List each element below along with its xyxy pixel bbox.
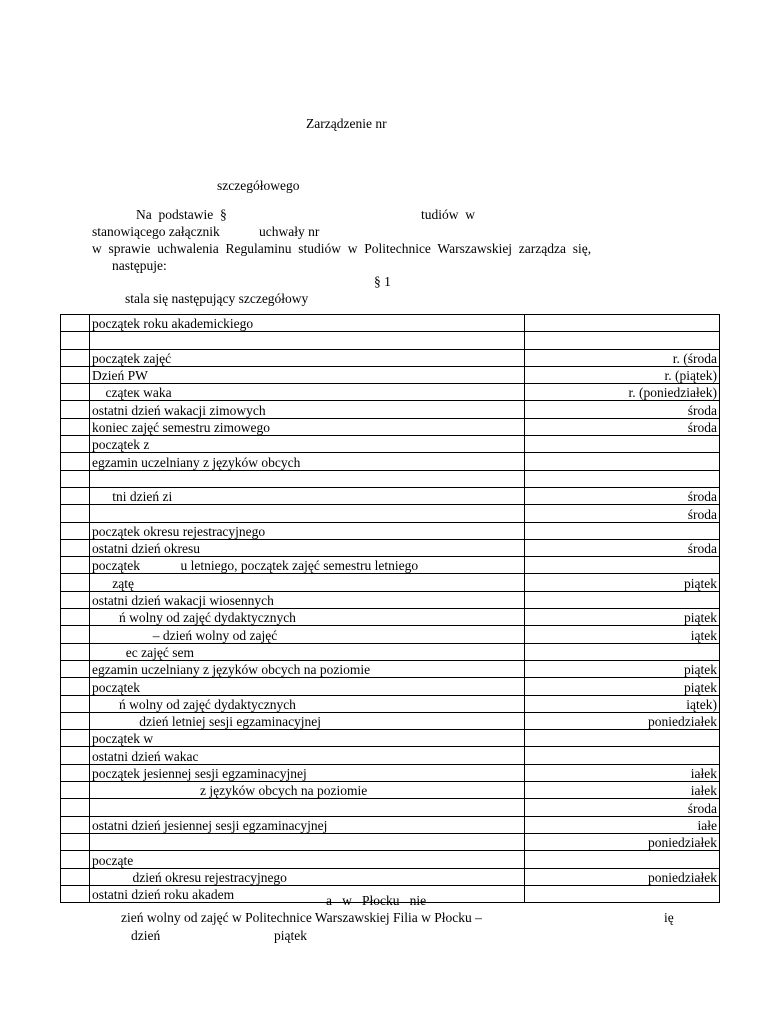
- table-row: [61, 609, 720, 626]
- table-row: [61, 851, 720, 868]
- row-label-cell: początek jesiennej sesji egzaminacyjnej: [90, 764, 525, 781]
- row-value-cell: środa: [525, 799, 720, 816]
- paragraph-line: Na podstawie §: [136, 207, 227, 222]
- row-index-cell: [61, 833, 90, 850]
- table-row: [61, 384, 720, 401]
- row-label-cell: koniec zajęć semestru zimowego: [90, 418, 525, 435]
- row-index-cell: [61, 851, 90, 868]
- row-index-cell: [61, 522, 90, 539]
- row-label-cell: [90, 799, 525, 816]
- footer-line: piątek: [274, 928, 307, 943]
- row-label-cell: ostatni dzień okresu: [90, 539, 525, 556]
- row-value-cell: [525, 332, 720, 349]
- row-label-cell: – dzień wolny od zajęć: [90, 626, 525, 643]
- row-label-cell: początek zajęć: [90, 349, 525, 366]
- table-row: [61, 487, 720, 504]
- table-row: [61, 712, 720, 729]
- row-value-cell: iałe: [525, 816, 720, 833]
- row-value-cell: poniedziałek: [525, 868, 720, 885]
- row-index-cell: [61, 591, 90, 608]
- paragraph-line: stanowiącego załącznik: [92, 224, 220, 239]
- row-value-cell: środa: [525, 487, 720, 504]
- row-label-cell: cząteк waka: [90, 384, 525, 401]
- table-row: [61, 332, 720, 349]
- row-label-cell: ostatni dzień jesiennej sesji egzaminacyjnej: [90, 816, 525, 833]
- row-index-cell: [61, 678, 90, 695]
- row-index-cell: [61, 816, 90, 833]
- row-value-cell: poniedziałek: [525, 833, 720, 850]
- row-label-cell: [90, 470, 525, 487]
- footer-line: zień wolny od zajęć w Politechnice Warszawskiej Filia w Płocku –: [121, 910, 482, 925]
- row-value-cell: [525, 453, 720, 470]
- row-value-cell: iątek: [525, 626, 720, 643]
- row-index-cell: [61, 643, 90, 660]
- row-value-cell: iątek): [525, 695, 720, 712]
- table-row: [61, 643, 720, 660]
- row-label-cell: początek z: [90, 436, 525, 453]
- table-row: [61, 764, 720, 781]
- row-label-cell: ń wolny od zajęć dydaktycznych: [90, 609, 525, 626]
- row-label-cell: ec zajęć sem: [90, 643, 525, 660]
- table-row: [61, 470, 720, 487]
- row-index-cell: [61, 436, 90, 453]
- row-label-cell: początek: [90, 678, 525, 695]
- row-index-cell: [61, 453, 90, 470]
- row-label-cell: dzień letniej sesji egzaminacyjnej: [90, 712, 525, 729]
- table-row: [61, 574, 720, 591]
- row-index-cell: [61, 609, 90, 626]
- row-value-cell: [525, 730, 720, 747]
- table-row: [61, 418, 720, 435]
- table-row: [61, 799, 720, 816]
- table-row: [61, 539, 720, 556]
- table-row: [61, 436, 720, 453]
- row-label-cell: egzamin uczelniany z języków obcych: [90, 453, 525, 470]
- row-index-cell: [61, 539, 90, 556]
- row-index-cell: [61, 730, 90, 747]
- table-row: [61, 782, 720, 799]
- table-row: [61, 730, 720, 747]
- row-index-cell: [61, 384, 90, 401]
- row-index-cell: [61, 401, 90, 418]
- row-value-cell: [525, 315, 720, 332]
- table-row: [61, 522, 720, 539]
- row-value-cell: [525, 591, 720, 608]
- row-index-cell: [61, 712, 90, 729]
- table-row: [61, 366, 720, 383]
- table-row: [61, 453, 720, 470]
- table-row: [61, 505, 720, 522]
- row-label-cell: początek w: [90, 730, 525, 747]
- row-label-cell: ostatni dzień wakacji wiosennych: [90, 591, 525, 608]
- row-value-cell: r. (środa: [525, 349, 720, 366]
- row-label-cell: egzamin uczelniany z języków obcych na poziomie: [90, 660, 525, 677]
- row-value-cell: środa: [525, 401, 720, 418]
- row-value-cell: środa: [525, 505, 720, 522]
- table-row: [61, 557, 720, 574]
- row-label-cell: [90, 833, 525, 850]
- row-label-cell: początek okresu rejestracyjnego: [90, 522, 525, 539]
- paragraph-line: w sprawie uchwalenia Regulaminu studiów w Politechnice Warszawskiej zarządza się,: [92, 241, 592, 256]
- row-index-cell: [61, 695, 90, 712]
- paragraph-line: następuje:: [112, 258, 167, 273]
- row-value-cell: r. (piątek): [525, 366, 720, 383]
- row-index-cell: [61, 747, 90, 764]
- table-row: [61, 315, 720, 332]
- row-value-cell: iałek: [525, 764, 720, 781]
- row-value-cell: [525, 851, 720, 868]
- row-index-cell: [61, 366, 90, 383]
- row-label-cell: dzień okresu rejestracyjnego: [90, 868, 525, 885]
- paragraph-line: tudiów w: [421, 207, 475, 222]
- row-value-cell: [525, 885, 720, 902]
- row-value-cell: [525, 470, 720, 487]
- document-title: Zarządzenie nr: [306, 116, 387, 131]
- row-label-cell: ostatni dzień wakacji zimowych: [90, 401, 525, 418]
- row-index-cell: [61, 764, 90, 781]
- table-row: [61, 660, 720, 677]
- row-index-cell: [61, 782, 90, 799]
- row-label-cell: ostatni dzień roku akadem: [90, 885, 525, 902]
- row-index-cell: [61, 315, 90, 332]
- row-index-cell: [61, 487, 90, 504]
- row-value-cell: środa: [525, 539, 720, 556]
- table-row: [61, 816, 720, 833]
- row-index-cell: [61, 868, 90, 885]
- footer-line: dzień: [131, 928, 161, 943]
- table-row: [61, 833, 720, 850]
- row-label-cell: [90, 505, 525, 522]
- row-label-cell: zątę: [90, 574, 525, 591]
- row-index-cell: [61, 332, 90, 349]
- footer-line: a w Płocku nie: [326, 893, 427, 908]
- row-label-cell: tni dzień zi: [90, 487, 525, 504]
- footer-line: ię: [664, 910, 674, 925]
- table-row: [61, 401, 720, 418]
- table-row: [61, 695, 720, 712]
- row-label-cell: z języków obcych na poziomie: [90, 782, 525, 799]
- paragraph-line: uchwały nr: [259, 224, 320, 239]
- table-row: [61, 868, 720, 885]
- row-index-cell: [61, 660, 90, 677]
- row-value-cell: środa: [525, 418, 720, 435]
- table-row: [61, 678, 720, 695]
- row-index-cell: [61, 885, 90, 902]
- table-row: [61, 591, 720, 608]
- row-value-cell: [525, 522, 720, 539]
- row-value-cell: r. (poniedziałek): [525, 384, 720, 401]
- row-index-cell: [61, 799, 90, 816]
- table-row: [61, 747, 720, 764]
- row-index-cell: [61, 505, 90, 522]
- row-value-cell: piątek: [525, 609, 720, 626]
- row-label-cell: ń wolny od zajęć dydaktycznych: [90, 695, 525, 712]
- row-value-cell: [525, 643, 720, 660]
- row-value-cell: poniedziałek: [525, 712, 720, 729]
- row-value-cell: [525, 557, 720, 574]
- row-label-cell: [90, 332, 525, 349]
- row-label-cell: początek u letniego, początek zajęć semestru letniego: [90, 557, 525, 574]
- row-index-cell: [61, 349, 90, 366]
- row-label-cell: ostatni dzień wakac: [90, 747, 525, 764]
- section-heading: § 1: [374, 274, 391, 289]
- row-label-cell: początek roku akademickiego: [90, 315, 525, 332]
- row-value-cell: piątek: [525, 678, 720, 695]
- schedule-intro: stala się następujący szczegółowy: [125, 291, 309, 306]
- row-value-cell: [525, 436, 720, 453]
- row-value-cell: [525, 747, 720, 764]
- row-label-cell: począte: [90, 851, 525, 868]
- row-index-cell: [61, 557, 90, 574]
- table-row: [61, 349, 720, 366]
- row-value-cell: iałek: [525, 782, 720, 799]
- row-index-cell: [61, 574, 90, 591]
- row-value-cell: piątek: [525, 660, 720, 677]
- row-index-cell: [61, 626, 90, 643]
- row-index-cell: [61, 418, 90, 435]
- schedule-table: [60, 314, 720, 903]
- table-row: [61, 626, 720, 643]
- document-subtitle: szczegółowego: [217, 178, 300, 193]
- row-index-cell: [61, 470, 90, 487]
- row-label-cell: Dzień PW: [90, 366, 525, 383]
- row-value-cell: piątek: [525, 574, 720, 591]
